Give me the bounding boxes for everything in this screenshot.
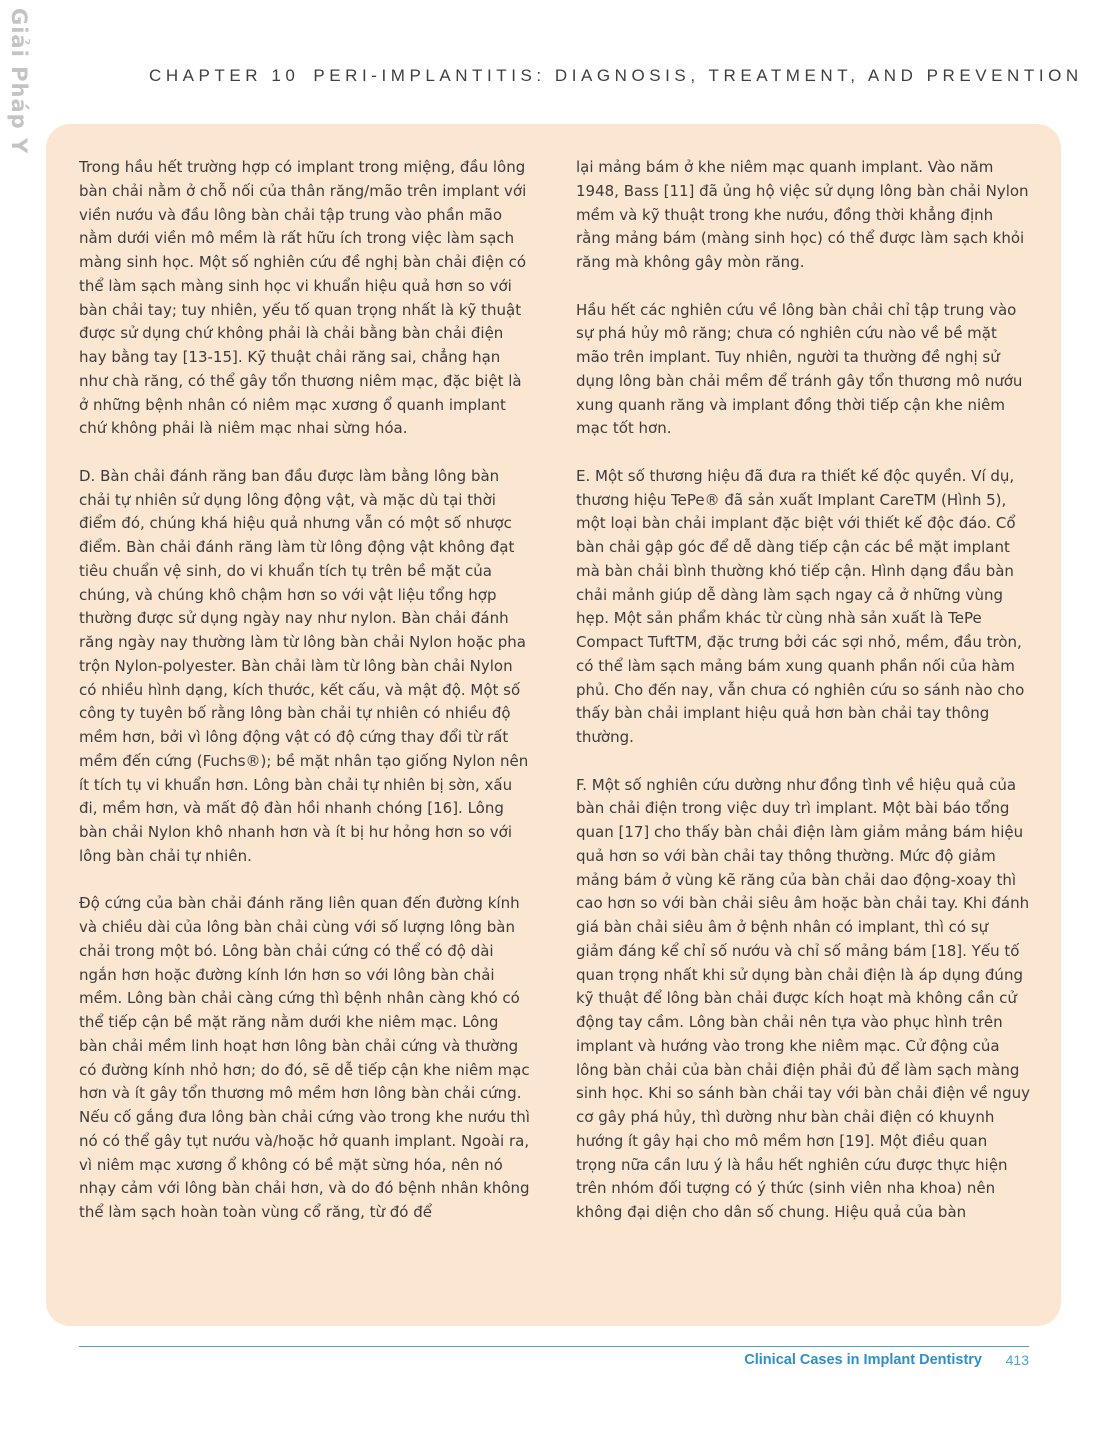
chapter-label: CHAPTER 10: [149, 66, 300, 85]
page-number: 413: [1005, 1352, 1029, 1368]
paragraph: D. Bàn chải đánh răng ban đầu được làm bằng lông bàn chải tự nhiên sử dụng lông động vật, và mặc dù tại thời điểm đó, chúng khá hiệu quả nhưng vẫn có một số nhược điểm. Bàn chải đánh răng làm từ lông động vật không đạt tiêu chuẩn vệ sinh, do vi khuẩn tích tụ trên bề mặt của chúng, và chúng khô chậm hơn so với vật liệu tổng hợp thường được sử dụng ngày nay như nylon. Bàn chải đánh răng ngày nay thường làm từ lông bàn chải Nylon hoặc pha trộn Nylon-polyester. Bàn chải làm từ lông bàn chải Nylon có nhiều hình dạng, kích thước, kết cấu, và mật độ. Một số công ty tuyên bố rằng lông bàn chải tự nhiên có nhiều độ mềm hơn, bởi vì lông động vật có độ cứng thay đổi từ rất mềm đến cứng (Fuchs®); bề mặt nhân tạo giống Nylon nên ít tích tụ vi khuẩn hơn. Lông bàn chải tự nhiên bị sờn, xấu đi, mềm hơn, và mất độ đàn hồi nhanh chóng [16]. Lông bàn chải Nylon khô nhanh hơn và ít bị hư hỏng hơn so với lông bàn chải tự nhiên.: [79, 466, 529, 865]
footer-rule: [79, 1346, 1029, 1347]
paragraph: lại mảng bám ở khe niêm mạc quanh implant. Vào năm 1948, Bass [11] đã ủng hộ việc sử dụng lông bàn chải Nylon mềm và kỹ thuật trong khe nướu, đồng thời khẳng định rằng mảng bám (màng sinh học) có thể được làm sạch khỏi răng mà không gây mòn răng.: [576, 158, 1029, 271]
watermark-text: Giải Pháp Y: [7, 8, 31, 155]
paragraph: Hầu hết các nghiên cứu về lông bàn chải chỉ tập trung vào sự phá hủy mô răng; chưa có nghiên cứu nào về bề mặt mão trên implant. Tuy nhiên, người ta thường đề nghị sử dụng lông bàn chải mềm để tránh gây tổn thương mô nướu xung quanh răng và implant đồng thời tiếp cận khe niêm mạc tốt hơn.: [576, 300, 1023, 438]
right-column: [576, 156, 1030, 1225]
chapter-title: PERI-IMPLANTITIS: DIAGNOSIS, TREATMENT, AND PREVENTION: [313, 66, 1083, 85]
footer-book-title: Clinical Cases in Implant Dentistry: [744, 1352, 982, 1368]
paragraph: Trong hầu hết trường hợp có implant trong miệng, đầu lông bàn chải nằm ở chỗ nối của thân răng/mão trên implant với viền nướu và đầu lông bàn chải tập trung vào phần mão nằm dưới viền mô mềm là rất hữu ích trong việc làm sạch màng sinh học. Một số nghiên cứu đề nghị bàn chải điện có thể làm sạch màng sinh học vi khuẩn hiệu quả hơn so với bàn chải tay; tuy nhiên, yếu tố quan trọng nhất là kỹ thuật được sử dụng chứ không phải là chải bằng bàn chải điện hay bằng tay [13-15]. Kỹ thuật chải răng sai, chẳng hạn như chà răng, có thể gây tổn thương niêm mạc, đặc biệt là ở những bệnh nhân có niêm mạc xương ổ quanh implant chứ không phải là niêm mạc nhai sừng hóa.: [79, 158, 527, 438]
chapter-header: [149, 66, 1083, 86]
paragraph: F. Một số nghiên cứu dường như đồng tình về hiệu quả của bàn chải điện trong việc duy trì implant. Một bài báo tổng quan [17] cho thấy bàn chải điện làm giảm mảng bám hiệu quả hơn so với bàn chải tay thông thường. Mức độ giảm mảng bám ở vùng kẽ răng của bàn chải dao động-xoay thì cao hơn so với bàn chải siêu âm hoặc bàn chải tay. Khi đánh giá bàn chải siêu âm ở bệnh nhân có implant, thì có sự giảm đáng kể chỉ số nướu và chỉ số mảng bám [18]. Yếu tố quan trọng nhất khi sử dụng bàn chải điện là áp dụng đúng kỹ thuật để lông bàn chải được kích hoạt mà không cần cử động tay cầm. Lông bàn chải nên tựa vào phục hình trên implant và hướng vào trong khe niêm mạc. Cử động của lông bàn chải của bàn chải điện phải đủ để làm sạch màng sinh học. Khi so sánh bàn chải tay với bàn chải điện về nguy cơ gây phá hủy, thì dường như bàn chải điện có khuynh hướng ít gây hại cho mô mềm hơn [19]. Một điều quan trọng nữa cần lưu ý là hầu hết nghiên cứu được thực hiện trên nhóm đối tượng có ý thức (sinh viên nha khoa) nên không đại diện cho dân số chung. Hiệu quả của bàn: [576, 775, 1030, 1221]
paragraph: Độ cứng của bàn chải đánh răng liên quan đến đường kính và chiều dài của lông bàn chải cùng với số lượng lông bàn chải trong một bó. Lông bàn chải cứng có thể có độ dài ngắn hơn hoặc đường kính lớn hơn so với lông bàn chải mềm. Lông bàn chải càng cứng thì bệnh nhân càng khó có thể tiếp cận bề mặt răng nằm dưới khe niêm mạc. Lông bàn chải mềm linh hoạt hơn lông bàn chải cứng và thường có đường kính nhỏ hơn; do đó, sẽ dễ tiếp cận khe niêm mạc hơn và ít gây tổn thương mô mềm hơn lông bàn chải cứng. Nếu cố gắng đưa lông bàn chải cứng vào trong khe nướu thì nó có thể gây tụt nướu và/hoặc hở quanh implant. Ngoài ra, vì niêm mạc xương ổ không có bề mặt sừng hóa, nên nó nhạy cảm với lông bàn chải hơn, và do đó bệnh nhân không thể làm sạch hoàn toàn vùng cổ răng, từ đó để: [79, 894, 530, 1221]
left-column: [79, 156, 531, 1225]
paragraph: E. Một số thương hiệu đã đưa ra thiết kế độc quyền. Ví dụ, thương hiệu TePe® đã sản xuất Implant CareTM (Hình 5), một loại bàn chải implant đặc biệt với thiết kế độc đáo. Cổ bàn chải gập góc để dễ dàng tiếp cận các bề mặt implant mà bàn chải bình thường khó tiếp cận. Hình dạng đầu bàn chải mảnh giúp dễ dàng làm sạch ngay cả ở những vùng hẹp. Một sản phẩm khác từ cùng nhà sản xuất là TePe Compact TuftTM, đặc trưng bởi các sợi nhỏ, mềm, đầu tròn, có thể làm sạch mảng bám xung quanh phần nối của hàm phủ. Cho đến nay, vẫn chưa có nghiên cứu so sánh nào cho thấy bàn chải implant hiệu quả hơn bàn chải tay thông thường.: [576, 466, 1025, 746]
